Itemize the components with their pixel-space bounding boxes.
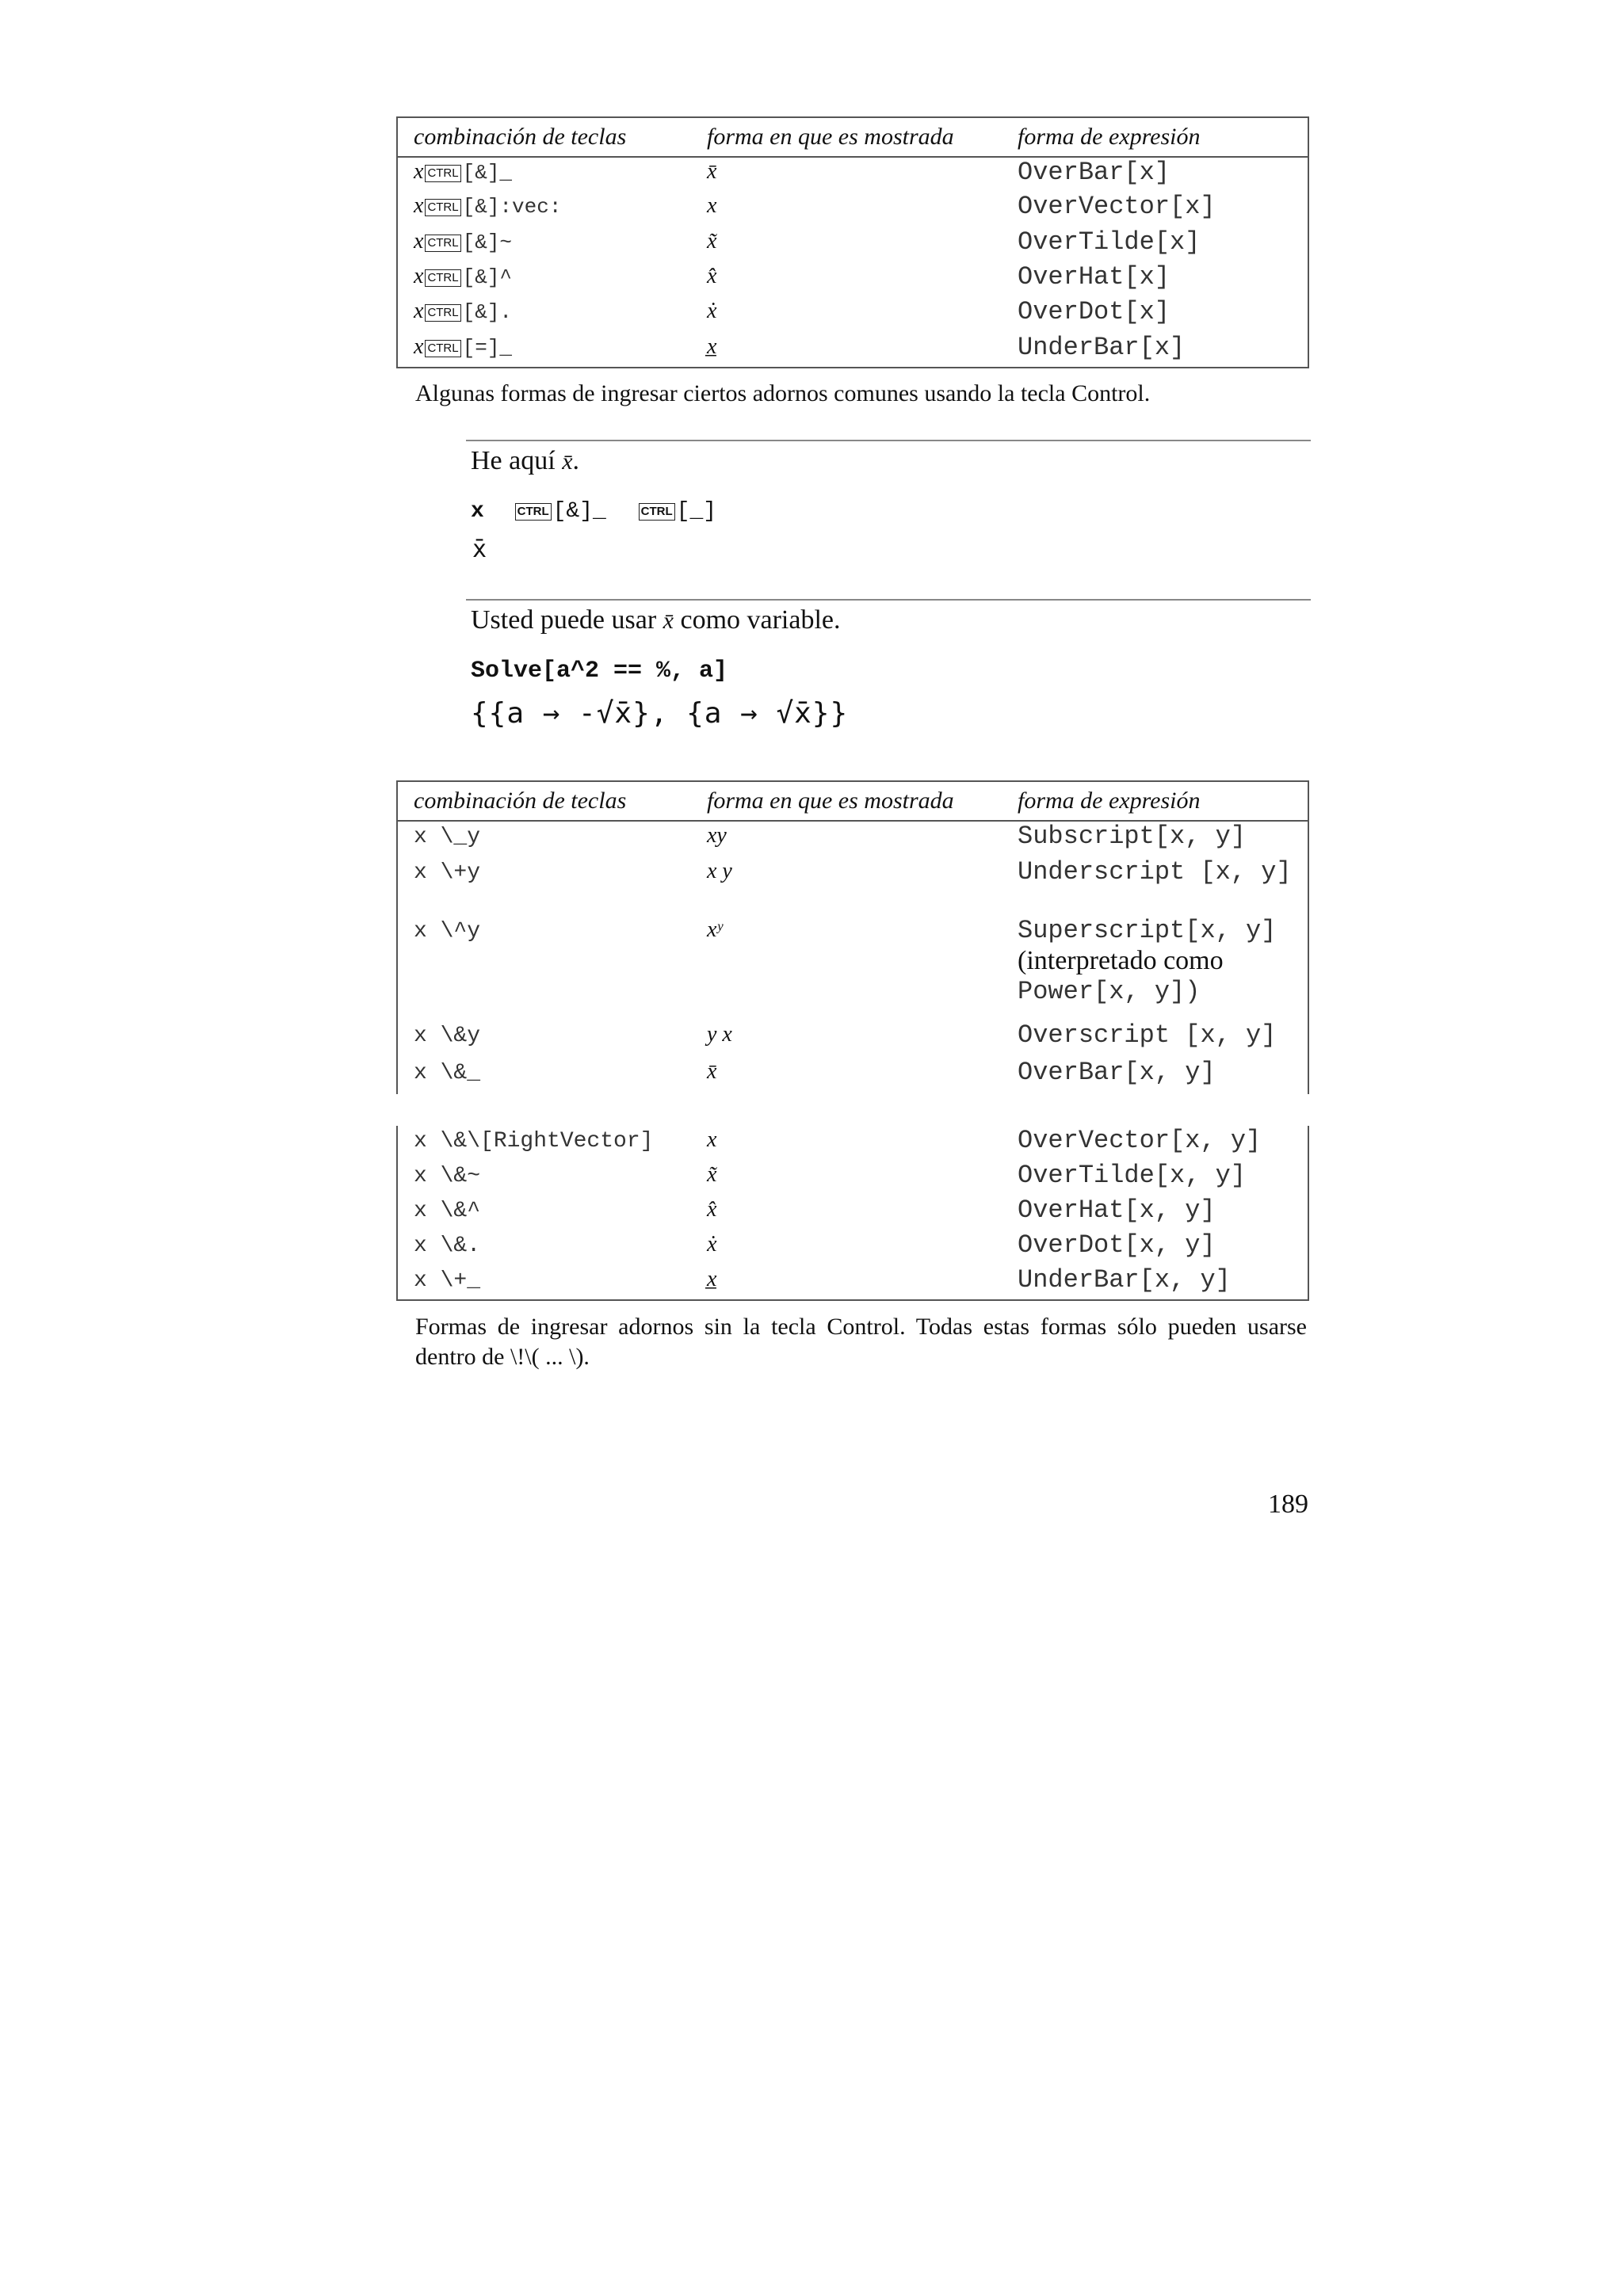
display-form: xʸ [707,917,723,942]
keyboard-combinations-table-ctrl [396,116,1309,368]
table1-caption: Algunas formas de ingresar ciertos adornos comunes usando la tecla Control. [415,380,1151,406]
expression-form: OverTilde[x, y] [1018,1161,1247,1190]
keys-sequence: x \^y [414,918,481,944]
example1-symbol: x̄ [562,448,573,475]
keys-sequence: x \+_ [414,1268,481,1293]
example2-text-after: como variable. [680,605,841,635]
expression-cell [1002,157,1308,192]
table-row [397,192,1308,227]
expression-cell [1002,1058,1308,1094]
column-header-keys: combinación de teclas [397,781,691,821]
keys-cell [397,1161,691,1196]
ctrl-key-icon: CTRL [425,165,460,182]
keys-cell [397,1196,691,1230]
display-form: x̄ [707,159,717,184]
page-number: 189 [1268,1489,1308,1519]
table-row [397,1058,1308,1094]
keys-sequence: [&]:vec: [462,195,562,219]
keys-prefix: x [414,334,424,359]
display-cell [691,1126,1002,1161]
keys-sequence: [&]~ [462,230,513,254]
display-form: x̃ [707,228,717,254]
display-form: x y [707,859,732,884]
display-cell [691,157,1002,192]
keys-cell [397,227,691,262]
keys-sequence: x \&y [414,1024,481,1049]
display-cell [691,857,1002,916]
display-cell [691,333,1002,368]
keys-sequence: x \&~ [414,1164,481,1188]
table-header-row [397,781,1308,821]
display-cell [691,1161,1002,1196]
display-form: x̲ [707,334,717,359]
expression-cell [1002,1265,1308,1300]
expression-form: OverBar[x] [1018,158,1170,187]
example1-output-cell: x̄ [472,536,487,563]
display-cell [691,227,1002,262]
keys-prefix: x [414,263,424,288]
expression-cell [1002,916,1308,1021]
display-form: x̲ [707,1267,717,1291]
keys-cell [397,157,691,192]
display-cell [691,1058,1002,1094]
expression-cell [1002,1161,1308,1196]
keys-cell [397,916,691,1021]
column-header-expression: forma de expresión [1002,117,1308,157]
keys-cell [397,1020,691,1057]
table-row [397,821,1308,857]
table-body [397,821,1308,1094]
keys-prefix: x [414,228,424,254]
keys-cell [397,1230,691,1265]
expression-cell [1002,1196,1308,1230]
expression-form: Overscript [x, y] [1018,1020,1277,1051]
example1-text [471,444,579,479]
display-cell [691,192,1002,227]
keys-cell [397,821,691,857]
display-cell [691,1196,1002,1230]
input-keys-2: [_] [676,499,717,524]
display-form: x⃗ [707,1127,735,1152]
table-row [397,297,1308,332]
table-row [397,1020,1308,1057]
table-body [397,157,1308,368]
table-row [397,333,1308,368]
expression-cell [1002,821,1308,857]
expression-form: OverVector[x, y] [1018,1126,1262,1155]
keys-sequence: x \+y [414,860,481,886]
table-row [397,1126,1308,1161]
display-form: ẋ [707,299,717,324]
expression-form: UnderBar[x] [1018,332,1186,362]
keys-prefix: x [414,299,424,324]
expression-form: Superscript[x, y] [1018,915,1277,945]
column-header-expression: forma de expresión [1002,781,1308,821]
expression-cell [1002,333,1308,368]
expression-cell [1002,192,1308,227]
display-form: ẋ [707,1232,717,1257]
keys-cell [397,262,691,297]
ctrl-key-icon: CTRL [425,269,460,287]
example1-input-cell [471,498,716,526]
display-form: x⃗ [707,193,735,219]
table-row [397,1230,1308,1265]
example1-text-after: . [572,446,580,475]
column-header-display: forma en que es mostrada [691,117,1002,157]
keys-prefix: x [414,193,424,219]
expression-form: OverHat[x, y] [1018,1196,1216,1225]
keys-cell [397,333,691,368]
keys-sequence: [&]. [462,300,513,325]
keys-cell [397,857,691,916]
expression-note: (interpretado como [1018,945,1224,975]
keys-sequence: x \_y [414,825,481,849]
table-row [397,916,1308,1021]
ctrl-key-icon: CTRL [515,503,552,521]
table-row [397,157,1308,192]
display-cell [691,1020,1002,1057]
cell-divider [466,599,1311,601]
expression-note: Power[x, y]) [1018,976,1201,1006]
ctrl-key-icon: CTRL [425,340,460,357]
expression-form: OverDot[x] [1018,297,1170,327]
example2-text-before: Usted puede usar [471,605,657,635]
keys-sequence: x \&_ [414,1060,481,1085]
expression-form: UnderBar[x, y] [1018,1265,1231,1295]
display-form: x̂ [707,1197,717,1222]
example2-output-cell: {{a → -√x̄}, {a → √x̄}} [471,697,849,730]
expression-cell [1002,1230,1308,1265]
table-row [397,857,1308,916]
input-keys-1: [&]_ [552,499,606,524]
keys-sequence: [&]_ [462,161,513,185]
expression-form: OverBar[x, y] [1018,1057,1216,1087]
table-row [397,1161,1308,1196]
ctrl-key-icon: CTRL [639,503,675,521]
column-header-display: forma en que es mostrada [691,781,1002,821]
expression-form: OverTilde[x] [1018,227,1201,257]
example2-symbol: x̄ [663,608,674,634]
keys-sequence: [=]_ [462,335,513,360]
keys-cell [397,192,691,227]
expression-cell [1002,297,1308,332]
keys-cell [397,297,691,332]
display-form: x̄ [707,1058,717,1084]
keyboard-combinations-table-backslash-continued [396,1126,1309,1301]
display-form: x̂ [707,263,717,288]
expression-form: Subscript[x, y] [1018,822,1247,851]
cell-divider [466,440,1311,441]
expression-cell [1002,262,1308,297]
keys-cell [397,1058,691,1094]
display-cell [691,916,1002,1021]
expression-cell [1002,1020,1308,1057]
display-cell [691,297,1002,332]
expression-cell [1002,227,1308,262]
keys-prefix: x [414,159,424,184]
display-cell [691,262,1002,297]
keys-sequence: x \&^ [414,1199,481,1223]
display-cell [691,1265,1002,1300]
keys-cell [397,1265,691,1300]
input-x: x [471,499,484,524]
table-body [397,1126,1308,1300]
display-cell [691,821,1002,857]
ctrl-key-icon: CTRL [425,199,460,216]
display-form: x̃ [707,1162,717,1187]
table-row [397,227,1308,262]
table-row [397,262,1308,297]
keys-cell [397,1126,691,1161]
table-header-row [397,117,1308,157]
table-row [397,1265,1308,1300]
expression-cell [1002,857,1308,916]
expression-form: Underscript [x, y] [1018,857,1292,887]
keys-sequence: [&]^ [462,265,513,289]
example2-text [471,603,841,639]
display-cell [691,1230,1002,1265]
table2-caption: Formas de ingresar adornos sin la tecla Control. Todas estas formas sólo pueden usarse dentro de \!\( ... \). [415,1314,1307,1370]
display-form: xy [707,823,727,848]
keys-sequence: x \&. [414,1234,481,1258]
display-form: y x [707,1022,732,1047]
example2-input-cell: Solve[a^2 == %, a] [471,658,728,685]
ctrl-key-icon: CTRL [425,235,460,252]
keyboard-combinations-table-backslash [396,780,1309,1094]
example1-text-before: He aquí [471,446,556,475]
ctrl-key-icon: CTRL [425,304,460,322]
table-row [397,1196,1308,1230]
expression-form: OverVector[x] [1018,192,1216,222]
expression-form: OverDot[x, y] [1018,1230,1216,1260]
keys-sequence: x \&\[RightVector] [414,1129,654,1154]
column-header-keys: combinación de teclas [397,117,691,157]
expression-form: OverHat[x] [1018,261,1170,292]
expression-cell [1002,1126,1308,1161]
